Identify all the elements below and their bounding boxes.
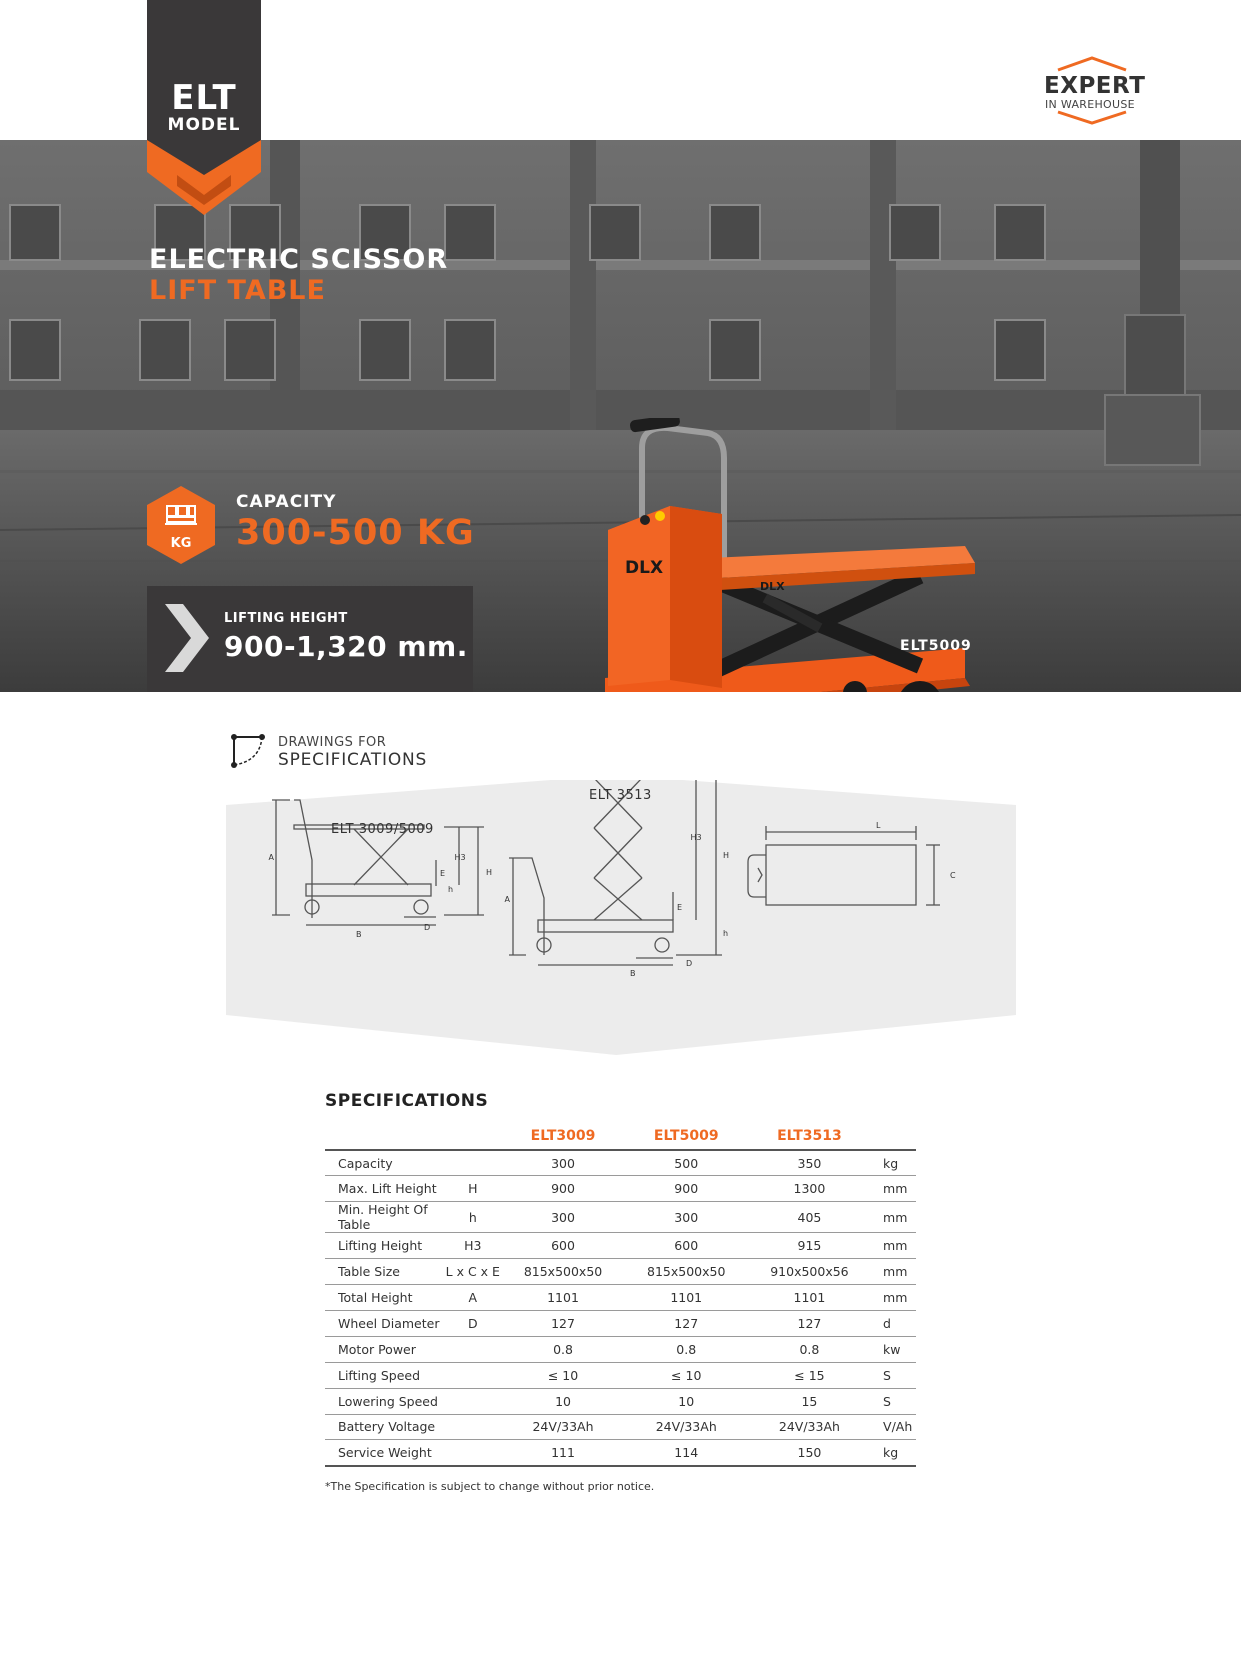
svg-text:C: C (950, 871, 956, 880)
spec-unit: S (871, 1388, 916, 1414)
spec-value-elt3009: 815x500x50 (501, 1259, 624, 1285)
svg-text:H3: H3 (690, 833, 702, 842)
table-row (325, 1414, 916, 1440)
product-title-line1: ELECTRIC SCISSOR (149, 244, 449, 275)
spec-value-elt3513: ≤ 15 (748, 1362, 871, 1388)
spec-symbol: L x C x E (444, 1259, 501, 1285)
spec-name: Lifting Height (325, 1233, 444, 1259)
spec-value-elt3009: 111 (501, 1440, 624, 1466)
product-title-line2: LIFT TABLE (149, 275, 326, 306)
spec-value-elt3513: 1300 (748, 1176, 871, 1202)
spec-value-elt3009: ≤ 10 (501, 1362, 624, 1388)
table-row (325, 1285, 916, 1311)
spec-symbol: A (444, 1285, 501, 1311)
spec-unit: kg (871, 1440, 916, 1466)
model-header-elt3513: ELT3513 (777, 1127, 842, 1144)
brand-logo (1036, 56, 1166, 126)
svg-text:H: H (486, 868, 493, 877)
svg-text:D: D (686, 959, 693, 968)
spec-symbol (444, 1336, 501, 1362)
model-badge (147, 80, 261, 134)
spec-name: Max. Lift Height (325, 1176, 444, 1202)
spec-unit: S (871, 1362, 916, 1388)
spec-value-elt5009: 114 (625, 1440, 748, 1466)
spec-name: Total Height (325, 1285, 444, 1311)
spec-name: Table Size (325, 1259, 444, 1285)
drawing-label-elt3009-5009: ELT 3009/5009 (331, 822, 434, 837)
table-row (325, 1362, 916, 1388)
spec-unit: kw (871, 1336, 916, 1362)
spec-name: Wheel Diameter (325, 1310, 444, 1336)
table-row (325, 1150, 916, 1176)
specification-disclaimer: *The Specification is subject to change without prior notice. (325, 1480, 655, 1493)
spec-unit: mm (871, 1233, 916, 1259)
spec-value-elt3513: 915 (748, 1233, 871, 1259)
svg-text:h: h (723, 929, 729, 938)
spec-value-elt3009: 24V/33Ah (501, 1414, 624, 1440)
spec-name: Capacity (325, 1150, 444, 1176)
spec-unit: V/Ah (871, 1414, 916, 1440)
spec-value-elt3009: 300 (501, 1150, 624, 1176)
svg-text:B: B (630, 969, 636, 978)
model-header-elt3009: ELT3009 (530, 1127, 596, 1144)
capacity-icon-text: KG (170, 536, 192, 551)
spec-value-elt3009: 300 (501, 1202, 624, 1233)
svg-text:H: H (723, 851, 730, 860)
spec-value-elt3513: 910x500x56 (748, 1259, 871, 1285)
brand-tagline: IN WAREHOUSE (1045, 98, 1135, 111)
table-row (325, 1440, 916, 1466)
spec-value-elt3009: 127 (501, 1310, 624, 1336)
spec-value-elt3513: 405 (748, 1202, 871, 1233)
spec-symbol: h (444, 1202, 501, 1233)
spec-symbol: D (444, 1310, 501, 1336)
brand-name: EXPERT (1044, 73, 1146, 99)
svg-text:L: L (876, 821, 881, 830)
spec-unit: mm (871, 1285, 916, 1311)
spec-unit: mm (871, 1202, 916, 1233)
spec-name: Service Weight (325, 1440, 444, 1466)
spec-value-elt5009: 127 (625, 1310, 748, 1336)
model-label: MODEL (167, 115, 241, 135)
spec-value-elt3513: 1101 (748, 1285, 871, 1311)
spec-value-elt5009: 1101 (625, 1285, 748, 1311)
table-row (325, 1388, 916, 1414)
spec-name: Battery Voltage (325, 1414, 444, 1440)
svg-text:h: h (448, 885, 454, 894)
spec-unit: kg (871, 1150, 916, 1176)
drawing-label-elt3513: ELT 3513 (589, 788, 652, 803)
spec-value-elt3009: 0.8 (501, 1336, 624, 1362)
spec-symbol: H3 (444, 1233, 501, 1259)
svg-text:H3: H3 (454, 853, 466, 862)
platform-brand-mark: DLX (760, 580, 785, 593)
capacity-value: 300-500 KG (236, 513, 475, 553)
table-row (325, 1336, 916, 1362)
svg-text:A: A (504, 895, 510, 904)
spec-name: Lifting Speed (325, 1362, 444, 1388)
spec-value-elt3009: 600 (501, 1233, 624, 1259)
svg-text:D: D (424, 923, 431, 932)
product-brand-mark: DLX (625, 558, 664, 578)
svg-text:E: E (677, 903, 683, 912)
specifications-table (325, 1122, 916, 1467)
drawing-compass-icon (230, 733, 266, 769)
spec-value-elt5009: 600 (625, 1233, 748, 1259)
svg-text:B: B (356, 930, 362, 939)
spec-header-row (325, 1122, 916, 1150)
spec-value-elt3513: 350 (748, 1150, 871, 1176)
table-row (325, 1233, 916, 1259)
specifications-title: SPECIFICATIONS (325, 1091, 489, 1111)
spec-value-elt3513: 24V/33Ah (748, 1414, 871, 1440)
model-header-elt5009: ELT5009 (653, 1127, 719, 1144)
drawings-heading-small: DRAWINGS FOR (278, 735, 387, 750)
spec-value-elt3009: 1101 (501, 1285, 624, 1311)
spec-unit: mm (871, 1176, 916, 1202)
svg-text:E: E (440, 869, 446, 878)
table-row (325, 1259, 916, 1285)
spec-name: Min. Height Of Table (325, 1202, 444, 1233)
product-code: ELT5009 (900, 638, 972, 654)
chevron-right-icon (165, 604, 209, 672)
spec-value-elt5009: 300 (625, 1202, 748, 1233)
table-row (325, 1202, 916, 1233)
spec-value-elt3513: 150 (748, 1440, 871, 1466)
spec-value-elt5009: 10 (625, 1388, 748, 1414)
capacity-label: CAPACITY (236, 492, 337, 512)
spec-symbol (444, 1414, 501, 1440)
spec-value-elt3009: 10 (501, 1388, 624, 1414)
spec-unit: d (871, 1310, 916, 1336)
spec-value-elt3513: 15 (748, 1388, 871, 1414)
svg-text:A: A (268, 853, 274, 862)
spec-symbol: H (444, 1176, 501, 1202)
spec-name: Lowering Speed (325, 1388, 444, 1414)
spec-value-elt3513: 0.8 (748, 1336, 871, 1362)
spec-value-elt5009: 815x500x50 (625, 1259, 748, 1285)
drawings-heading: SPECIFICATIONS (278, 750, 428, 770)
spec-symbol (444, 1362, 501, 1388)
spec-value-elt5009: 0.8 (625, 1336, 748, 1362)
model-code: ELT (171, 78, 237, 118)
spec-symbol (444, 1440, 501, 1466)
table-row (325, 1310, 916, 1336)
capacity-icon (147, 486, 215, 564)
table-row (325, 1176, 916, 1202)
spec-unit: mm (871, 1259, 916, 1285)
spec-value-elt3513: 127 (748, 1310, 871, 1336)
spec-value-elt5009: 500 (625, 1150, 748, 1176)
lifting-height-value: 900-1,320 mm. (224, 630, 468, 663)
spec-value-elt5009: 24V/33Ah (625, 1414, 748, 1440)
spec-value-elt3009: 900 (501, 1176, 624, 1202)
lifting-height-box (147, 586, 473, 692)
spec-value-elt5009: 900 (625, 1176, 748, 1202)
spec-symbol (444, 1150, 501, 1176)
spec-symbol (444, 1388, 501, 1414)
spec-value-elt5009: ≤ 10 (625, 1362, 748, 1388)
spec-name: Motor Power (325, 1336, 444, 1362)
lifting-height-label: LIFTING HEIGHT (224, 611, 348, 626)
